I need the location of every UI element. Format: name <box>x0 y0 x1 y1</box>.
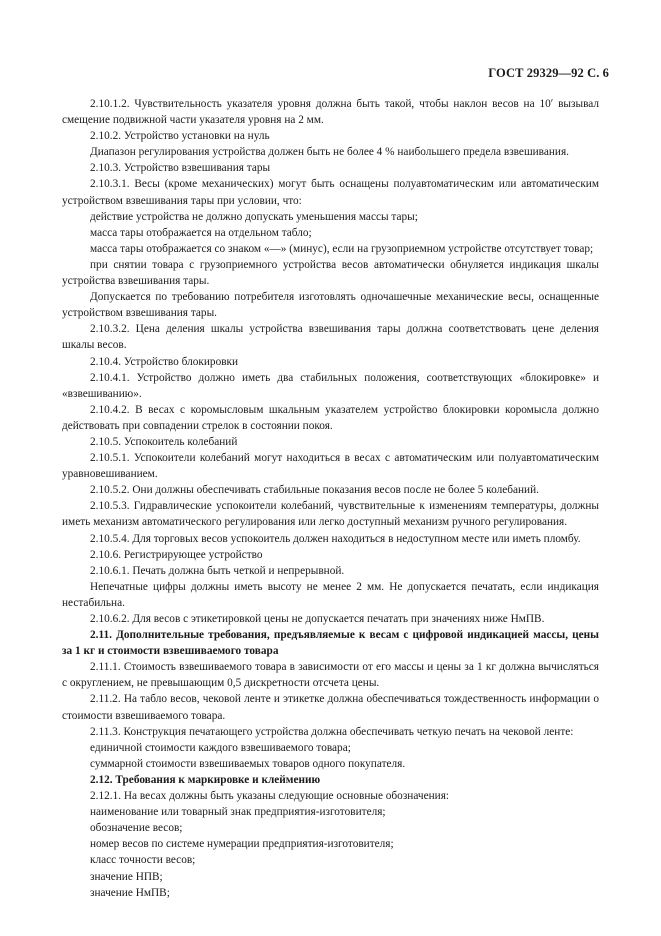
paragraph: при снятии товара с грузоприемного устройства весов автоматически обнуляется индикация шкалы устройства взвешивания тары. <box>62 258 599 288</box>
page-header: ГОСТ 29329—92 С. 6 <box>488 66 609 80</box>
paragraph: Диапазон регулирования устройства должен быть не более 4 % наибольшего предела взвешивания. <box>90 146 569 159</box>
paragraph: 2.10.4.1. Устройство должно иметь два стабильных положения, соответствующих «блокировке» и «взвешиванию». <box>62 371 599 400</box>
paragraph: 2.10.2. Устройство установки на нуль <box>90 130 270 143</box>
paragraph: 2.10.3.2. Цена деления шкалы устройства взвешивания тары должна соответствовать цене деления шкалы весов. <box>62 323 599 352</box>
list-item: масса тары отображается на отдельном табло; <box>90 226 312 239</box>
list-item: значение НмПВ; <box>90 886 170 899</box>
paragraph: Непечатные цифры должны иметь высоту не менее 2 мм. Не допускается печатать, если индикация нестабильна. <box>62 580 599 609</box>
list-item: суммарной стоимости взвешиваемых товаров одного покупателя. <box>90 757 406 770</box>
paragraph: 2.11.1. Стоимость взвешиваемого товара в зависимости от его массы и цены за 1 кг должна вычисляться с округлением, не превышающим 0,5 дискретности отсчета цены. <box>62 661 599 690</box>
document-body <box>62 96 599 901</box>
paragraph: 2.10.5.1. Успокоители колебаний могут находиться в весах с автоматическим или полуавтоматическим уравновешиванием. <box>62 452 599 481</box>
paragraph: 2.10.1.2. Чувствительность указателя уровня должна быть такой, чтобы наклон весов на 10ʹ вызывал смещение подвижной части указателя уровня на 2 мм. <box>62 98 599 127</box>
paragraph: масса тары отображается со знаком «—» (минус), если на грузоприемном устройстве отсутствует товар; <box>90 242 594 255</box>
paragraph: 2.10.4.2. В весах с коромысловым шкальным указателем устройство блокировки коромысла должно действовать при совпадении стрелок в состоянии покоя. <box>62 403 599 432</box>
list-item: обозначение весов; <box>90 822 183 835</box>
list-item: номер весов по системе нумерации предприятия-изготовителя; <box>90 838 394 851</box>
paragraph: 2.10.6. Регистрирующее устройство <box>90 548 263 561</box>
paragraph: Допускается по требованию потребителя изготовлять одночашечные механические весы, оснащенные устройством взвешивания тары. <box>62 291 599 320</box>
paragraph: 2.12.1. На весах должны быть указаны следующие основные обозначения: <box>90 790 450 803</box>
paragraph: 2.10.6.1. Печать должна быть четкой и непрерывной. <box>90 564 345 577</box>
list-item: класс точности весов; <box>90 854 196 867</box>
section-heading: 2.11. Дополнительные требования, предъявляемые к весам с цифровой индикацией массы, цены за 1 кг и стоимости взвешиваемого товара <box>62 629 599 658</box>
paragraph: 2.10.5.2. Они должны обеспечивать стабильные показания весов после не более 5 колебаний. <box>90 484 539 497</box>
paragraph: 2.10.6.2. Для весов с этикетировкой цены не допускается печатать при значениях ниже НмПВ. <box>90 613 545 625</box>
list-item: единичной стоимости каждого взвешиваемого товара; <box>90 741 351 754</box>
paragraph: 2.10.5.4. Для торговых весов успокоитель должен находиться в недоступном месте или иметь пломбу. <box>90 532 581 545</box>
list-item: наименование или товарный знак предприятия-изготовителя; <box>90 806 386 819</box>
paragraph: 2.10.4. Устройство блокировки <box>90 355 239 368</box>
list-item: значение НПВ; <box>90 870 163 883</box>
paragraph: 2.10.5.3. Гидравлические успокоители колебаний, чувствительные к изменениям температуры, должны иметь механизм автоматического регулирования или легко доступный механизм ручного регулирования. <box>62 500 599 529</box>
paragraph: 2.11.2. На табло весов, чековой ленте и этикетке должна обеспечиваться тождественность информации о стоимости взвешиваемого товара. <box>62 693 599 722</box>
paragraph: 2.10.3.1. Весы (кроме механических) могут быть оснащены полуавтоматическим или автоматическим устройством взвешивания тары при условии, что: <box>62 178 599 207</box>
section-heading: 2.12. Требования к маркировке и клеймению <box>90 773 321 786</box>
paragraph: 2.11.3. Конструкция печатающего устройства должна обеспечивать четкую печать на чековой ленте: <box>90 725 574 738</box>
list-item: действие устройства не должно допускать уменьшения массы тары; <box>90 210 418 223</box>
paragraph: 2.10.3. Устройство взвешивания тары <box>90 162 271 175</box>
paragraph: 2.10.5. Успокоитель колебаний <box>90 435 238 448</box>
